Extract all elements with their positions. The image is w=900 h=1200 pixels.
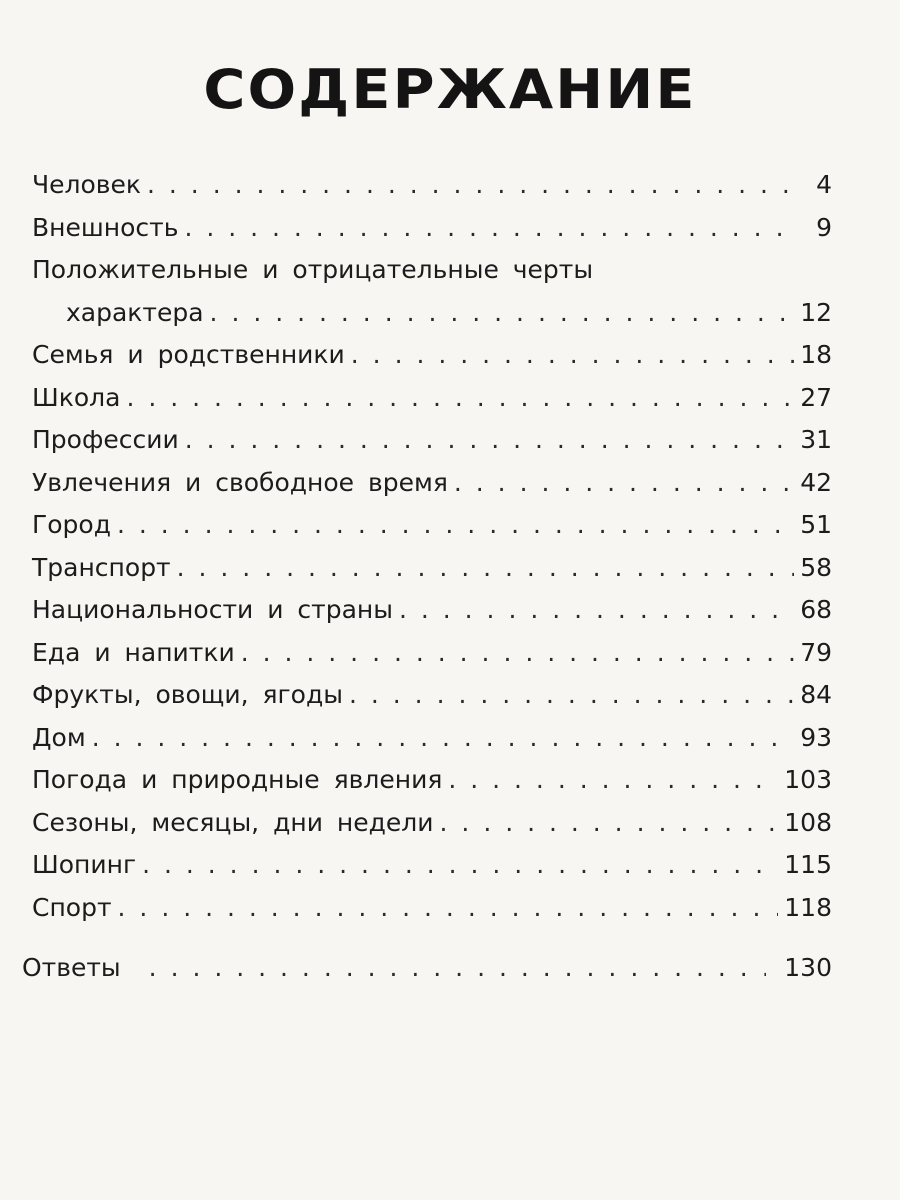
toc-entry-semya <box>32 334 832 377</box>
toc-entry-sezony <box>32 802 832 845</box>
toc-entry-page: 68 <box>800 595 832 624</box>
toc-entry-page: 108 <box>784 807 832 837</box>
toc-entry-page: 118 <box>784 892 832 922</box>
toc-entry-label: Город <box>32 510 111 539</box>
toc-entry-label: Человек <box>32 170 142 199</box>
dot-leader <box>448 759 778 802</box>
toc-entry-chelovek <box>32 164 832 207</box>
toc-entry-page: 115 <box>784 850 832 879</box>
toc-entry-page: 93 <box>800 722 832 752</box>
toc-entry-page: 27 <box>800 382 832 412</box>
toc-entry-label-line1: Положительные и отрицательные черты <box>32 255 594 284</box>
table-of-contents <box>22 164 832 990</box>
toc-entry-natsionalnosti <box>32 589 832 632</box>
toc-entry-label: Шопинг <box>32 850 137 879</box>
dot-leader <box>117 504 794 547</box>
toc-entry-label: характера <box>66 297 204 327</box>
toc-entry-label: Школа <box>32 382 121 412</box>
dot-leader <box>126 377 794 420</box>
toc-entry-label: Увлечения и свободное время <box>32 467 448 497</box>
toc-entry-page: 4 <box>816 170 832 199</box>
toc-entry-page: 79 <box>800 637 832 667</box>
toc-entry-label: Спорт <box>32 892 112 922</box>
dot-leader <box>241 632 794 675</box>
dot-leader <box>399 589 794 632</box>
dot-leader <box>185 419 794 462</box>
dot-leader <box>349 674 794 717</box>
toc-entry-page: 58 <box>800 552 832 582</box>
toc-entry-label: Еда и напитки <box>32 637 235 667</box>
dot-leader <box>92 717 795 760</box>
toc-entry-page: 9 <box>816 212 832 242</box>
toc-entry-professii <box>32 419 832 462</box>
toc-entry-page: 51 <box>800 510 832 539</box>
toc-entry-page: 84 <box>800 680 832 709</box>
dot-leader <box>147 164 796 207</box>
toc-entry-page: 130 <box>784 953 832 982</box>
toc-entry-otvety <box>22 947 832 990</box>
toc-entry-vneshnost <box>32 207 832 250</box>
dot-leader <box>142 844 778 887</box>
toc-entry-page: 42 <box>800 467 832 497</box>
toc-entry-page: 12 <box>800 297 832 327</box>
toc-entry-label: Транспорт <box>32 552 171 582</box>
toc-entry-label: Ответы <box>22 953 121 982</box>
toc-entry-label: Семья и родственники <box>32 340 345 369</box>
page-title: СОДЕРЖАНИЕ <box>203 58 697 121</box>
dot-leader <box>177 547 795 590</box>
dot-leader <box>440 802 779 845</box>
toc-entry-frukty <box>32 674 832 717</box>
toc-entry-eda <box>32 632 832 675</box>
dot-leader <box>149 947 767 990</box>
toc-entry-label: Сезоны, месяцы, дни недели <box>32 807 434 837</box>
toc-entry-page: 103 <box>784 765 832 794</box>
toc-entry-uvlecheniya <box>32 462 832 505</box>
toc-entry-transport <box>32 547 832 590</box>
toc-entry-pogoda <box>32 759 832 802</box>
toc-entry-label: Погода и природные явления <box>32 765 443 794</box>
dot-leader <box>184 207 796 250</box>
toc-entry-label: Фрукты, овощи, ягоды <box>32 680 343 709</box>
dot-leader <box>454 462 794 505</box>
toc-entry-label: Национальности и страны <box>32 595 393 624</box>
toc-entry-label: Дом <box>32 722 86 752</box>
dot-leader <box>210 292 795 335</box>
toc-entry-shkola <box>32 377 832 420</box>
toc-entry-page: 18 <box>800 340 832 369</box>
toc-entry-label: Внешность <box>32 212 179 242</box>
toc-entry-shoping <box>32 844 832 887</box>
toc-entry-page: 31 <box>800 425 832 454</box>
dot-leader <box>118 887 779 930</box>
toc-entry-cherty <box>32 249 832 334</box>
toc-entry-gorod <box>32 504 832 547</box>
dot-leader <box>351 334 794 377</box>
toc-entry-dom <box>32 717 832 760</box>
toc-entry-label: Профессии <box>32 425 179 454</box>
toc-entry-sport <box>32 887 832 930</box>
